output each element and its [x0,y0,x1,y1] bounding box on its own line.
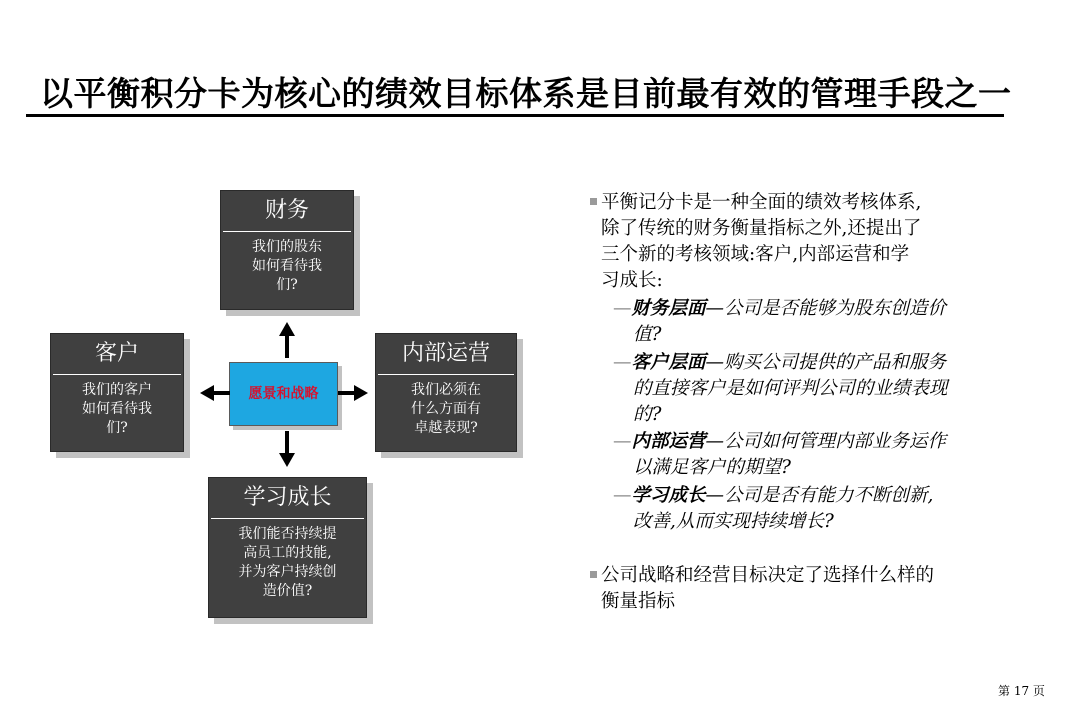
page-number: 第 17 页 [998,684,1045,698]
internal-operations-box [375,333,517,452]
arrow-down-icon [279,431,295,467]
customer-box [50,333,184,452]
learning-growth-box [208,477,367,618]
sub-item-internal-operations: —内部运营—公司如何管理内部业务运作 以满足客户的期望? [613,431,947,478]
customer-box-title: 客户 [94,341,139,366]
title-underline [26,114,1004,117]
sub-item-finance: —财务层面—公司是否能够为股东创造价 值? [613,298,947,345]
internal-operations-box-text: 我们必须在 什么方面有 卓越表现? [411,382,481,436]
finance-box-title: 财务 [264,198,309,223]
internal-operations-box-title: 内部运营 [401,341,490,366]
strategy-note: 公司战略和经营目标决定了选择什么样的 衡量指标 [590,563,1020,615]
finance-box-text: 我们的股东 如何看待我 们? [252,239,322,293]
customer-box-text: 我们的客户 如何看待我 们? [82,382,152,436]
bullet-square-icon [590,571,597,578]
learning-growth-box-title: 学习成长 [243,485,332,510]
bsc-description: 平衡记分卡是一种全面的绩效考核体系, 除了传统的财务衡量指标之外,还提出了 三个新的考核领域:客户,内部运营和学 习成长: [590,190,1020,294]
sub-item-customer: —客户层面—购买公司提供的产品和服务 的直接客户是如何评判公司的业绩表现 的? [613,352,948,425]
arrow-left-icon [200,385,230,401]
arrow-up-icon [279,322,295,358]
vision-strategy-box: 愿景和战略 [229,362,338,426]
bullet-square-icon [590,198,597,205]
learning-growth-box-text: 我们能否持续提 高员工的技能, 并为客户持续创 造价值? [238,526,337,599]
sub-item-learning-growth: —学习成长—公司是否有能力不断创新, 改善,从而实现持续增长? [613,485,934,532]
arrow-right-icon [338,385,368,401]
page-title: 以平衡积分卡为核心的绩效目标体系是目前最有效的管理手段之一 [40,74,1012,113]
finance-box [220,190,354,310]
